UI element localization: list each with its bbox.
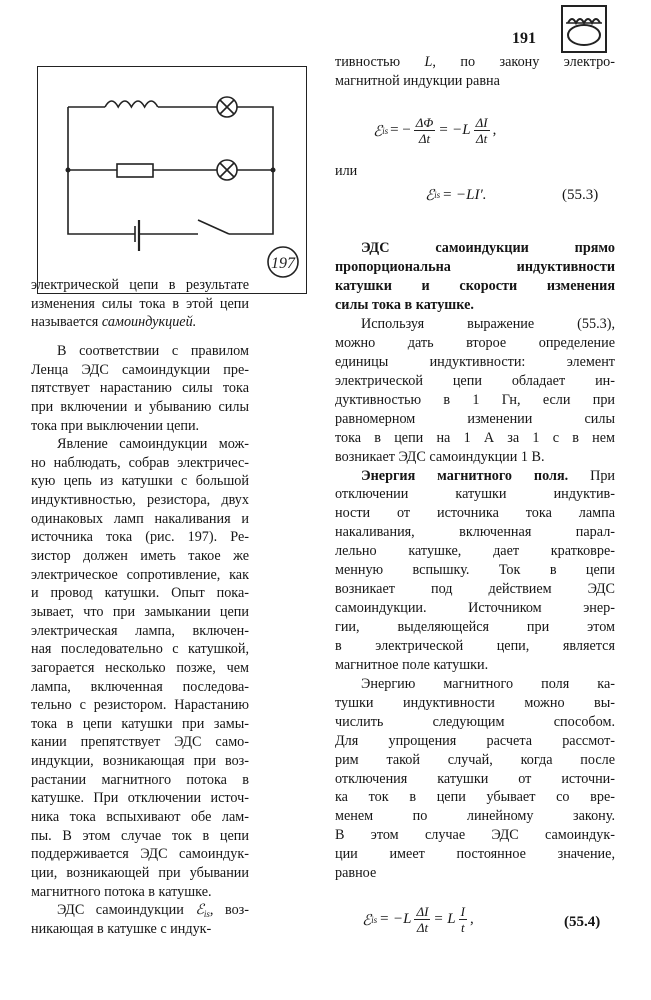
text-line bbox=[335, 53, 615, 72]
text-line bbox=[31, 454, 249, 473]
text-segment: гии, выделяющейся при этом bbox=[335, 619, 615, 635]
text-segment: индуктивностью, резистора, двух bbox=[31, 492, 249, 509]
text-line bbox=[335, 732, 615, 751]
text-line bbox=[335, 523, 615, 542]
text-line bbox=[335, 864, 615, 883]
text-segment: и провод катушки. Опыт пока- bbox=[31, 585, 249, 602]
text-segment: пропорциональна индуктивности bbox=[335, 258, 615, 275]
text-line bbox=[31, 528, 249, 547]
text-line bbox=[31, 379, 249, 398]
text-segment: рим такой случай, когда после bbox=[335, 751, 615, 768]
text-segment: при включении и убыванию силы bbox=[31, 398, 249, 415]
text-segment: тивностью bbox=[335, 54, 425, 70]
equation-number-55-4: (55.4) bbox=[564, 914, 601, 930]
chapter-logo-icon bbox=[561, 5, 607, 53]
text-segment: загорается несколько позже, чем bbox=[31, 659, 249, 676]
text-segment: можно дать второе определение bbox=[335, 334, 615, 351]
text-segment: ная последовательно с катушкой, bbox=[31, 641, 249, 658]
lamp-icon-2 bbox=[217, 160, 237, 180]
text-line bbox=[31, 398, 249, 417]
figure-circuit-diagram bbox=[37, 66, 307, 294]
right-main-text bbox=[335, 315, 615, 883]
text-segment: зывает, что при замыкании цепи bbox=[31, 603, 249, 620]
text-segment: ℰ bbox=[195, 902, 204, 919]
text-segment: кую цепь из катушки с большой bbox=[31, 473, 249, 490]
text-line bbox=[31, 313, 249, 332]
text-segment: самоиндукции. Источником энер- bbox=[335, 600, 615, 617]
switch-icon bbox=[198, 220, 229, 234]
text-segment: Энергию магнитного поля ка- bbox=[361, 675, 615, 692]
text-line bbox=[335, 788, 615, 807]
text-segment: магнитное поле катушки. bbox=[335, 656, 489, 673]
text-line bbox=[335, 334, 615, 353]
text-line bbox=[335, 580, 615, 599]
text-segment: Явление самоиндукции мож- bbox=[57, 436, 249, 453]
text-segment: катушке. При отключении источ- bbox=[31, 790, 249, 807]
text-segment: В этом случае ЭДС самоиндук- bbox=[335, 827, 615, 844]
text-line bbox=[31, 491, 249, 510]
left-main-text bbox=[31, 342, 249, 939]
text-segment: возникает ЭДС самоиндукции 1 В. bbox=[335, 448, 545, 465]
text-line bbox=[31, 603, 249, 622]
text-line bbox=[31, 827, 249, 846]
text-line bbox=[335, 315, 615, 334]
text-line bbox=[335, 448, 615, 467]
text-segment: тока в цепи на 1 А за 1 с в нем bbox=[335, 429, 615, 446]
or-label: или bbox=[335, 163, 358, 179]
resistor-icon bbox=[117, 164, 153, 177]
text-line bbox=[31, 678, 249, 697]
text-line bbox=[335, 372, 615, 391]
text-line bbox=[31, 622, 249, 641]
text-segment: Используя выражение (55.3), bbox=[361, 316, 615, 332]
text-line bbox=[31, 361, 249, 380]
text-segment: электрическая лампа, включен- bbox=[31, 622, 249, 639]
equation-number-55-3: (55.3) bbox=[562, 187, 599, 203]
text-line bbox=[335, 656, 615, 675]
text-segment: электрическое сопротивление, как bbox=[31, 566, 249, 583]
text-line bbox=[335, 391, 615, 410]
text-line bbox=[31, 435, 249, 454]
text-segment: Ленца ЭДС самоиндукции пре- bbox=[31, 361, 249, 378]
text-segment: дуктивностью в 1 Гн, если при bbox=[335, 391, 615, 408]
text-segment: При bbox=[568, 467, 615, 484]
text-line bbox=[335, 561, 615, 580]
text-segment: тока в цепи катушки при замы- bbox=[31, 715, 249, 732]
text-segment: одинаковых ламп накаливания и bbox=[31, 510, 249, 527]
text-line bbox=[31, 547, 249, 566]
text-line bbox=[31, 276, 249, 295]
text-line bbox=[31, 920, 249, 939]
text-segment: электрической цепи в результате bbox=[31, 277, 249, 293]
text-line bbox=[31, 566, 249, 585]
text-segment: ции имеет постоянное значение, bbox=[335, 846, 615, 863]
text-segment: ции, возникающей при убывании bbox=[31, 864, 249, 881]
text-line bbox=[31, 733, 249, 752]
text-segment: электрической цепи обладает ин- bbox=[335, 372, 615, 389]
battery-icon bbox=[135, 220, 139, 251]
text-line bbox=[31, 901, 249, 920]
text-line bbox=[335, 751, 615, 770]
text-segment: ЭДС самоиндукции bbox=[57, 902, 196, 919]
text-line bbox=[335, 637, 615, 656]
text-line bbox=[335, 770, 615, 789]
text-segment: индукции, возникающая при воз- bbox=[31, 753, 249, 770]
text-line bbox=[335, 694, 615, 713]
text-line bbox=[31, 417, 249, 436]
text-line bbox=[31, 864, 249, 883]
text-segment: лампа, включенная последова- bbox=[31, 678, 249, 695]
text-line bbox=[335, 504, 615, 523]
text-line bbox=[31, 883, 249, 902]
text-segment: ка ток в цепи убывает со вре- bbox=[335, 789, 615, 806]
text-line bbox=[31, 640, 249, 659]
text-segment: единицы индуктивности: элемент bbox=[335, 353, 615, 370]
formula-emf-flux: ℰ is = − $\frac{\Delta\Phi}{\Delta t}$ = −L $\frac{\Delta I}{\Delta t}$ , bbox=[373, 115, 497, 146]
right-bold-statement bbox=[335, 239, 615, 315]
text-line bbox=[31, 696, 249, 715]
text-segment: изменения силы тока в этой цепи bbox=[31, 295, 249, 312]
text-line bbox=[335, 807, 615, 826]
text-segment: лельно катушке, дает кратковре- bbox=[335, 543, 615, 560]
text-segment: тельно с резистором. Нарастанию bbox=[31, 697, 249, 714]
text-line bbox=[335, 410, 615, 429]
text-line bbox=[335, 826, 615, 845]
text-line bbox=[335, 239, 615, 258]
text-line bbox=[31, 752, 249, 771]
text-segment: растании магнитного потока в bbox=[31, 771, 249, 788]
text-line bbox=[31, 584, 249, 603]
text-line bbox=[31, 789, 249, 808]
lamp-icon-1 bbox=[217, 97, 237, 117]
text-segment: Энергия магнитного поля. bbox=[361, 467, 569, 484]
text-segment: пы. В этом случае ток в цепи bbox=[31, 827, 249, 844]
text-segment: менем по линейному закону. bbox=[335, 808, 615, 825]
text-segment: поддерживается ЭДС самоиндук- bbox=[31, 846, 249, 863]
text-segment: числить следующим способом. bbox=[335, 713, 615, 730]
text-segment: источника тока (рис. 197). Ре- bbox=[31, 529, 249, 546]
text-segment: отключения катушки от источни- bbox=[335, 770, 615, 787]
inductor-coil-icon bbox=[105, 101, 158, 107]
text-segment: менную вспышку. Ток в цепи bbox=[335, 562, 615, 579]
text-segment: , воз- bbox=[209, 902, 249, 919]
text-line bbox=[335, 485, 615, 504]
text-line bbox=[31, 295, 249, 314]
text-line bbox=[31, 659, 249, 678]
text-segment: отключении катушки индуктив- bbox=[335, 486, 615, 503]
text-segment: кании препятствует ЭДС само- bbox=[31, 734, 249, 751]
text-segment: катушки и скорости изменения bbox=[335, 277, 615, 294]
left-top-text bbox=[31, 276, 249, 332]
text-line bbox=[31, 845, 249, 864]
text-segment: накаливания, включенная парал- bbox=[335, 524, 615, 541]
text-segment: магнитного потока в катушке. bbox=[31, 883, 212, 900]
text-line bbox=[335, 353, 615, 372]
text-segment: ЭДС самоиндукции прямо bbox=[361, 240, 615, 256]
text-segment: тушки индуктивности можно вы- bbox=[335, 694, 615, 711]
text-segment: самоиндукцией. bbox=[101, 314, 197, 331]
text-line bbox=[335, 618, 615, 637]
text-line bbox=[31, 342, 249, 361]
text-line bbox=[335, 675, 615, 694]
text-segment: никающая в катушке с индук- bbox=[31, 920, 212, 937]
text-line bbox=[335, 296, 615, 315]
formula-55-4: ℰ is = −L $\frac{\Delta I}{\Delta t}$ = L $\frac{I}{t}$ , bbox=[362, 904, 474, 935]
text-segment: Для упрощения расчета рассмот- bbox=[335, 732, 615, 749]
text-segment: равное bbox=[335, 865, 377, 882]
text-line bbox=[31, 715, 249, 734]
text-segment: L bbox=[424, 54, 433, 70]
text-line bbox=[335, 599, 615, 618]
text-segment: магнитной индукции равна bbox=[335, 72, 500, 89]
text-line bbox=[335, 258, 615, 277]
text-line bbox=[31, 510, 249, 529]
figure-number: 197 bbox=[271, 255, 295, 272]
text-segment: , по закону электро- bbox=[432, 54, 615, 70]
page-number: 191 bbox=[512, 30, 536, 47]
text-line bbox=[335, 713, 615, 732]
text-segment: тока при выключении цепи. bbox=[31, 417, 200, 434]
text-segment: пятствует нарастанию силы тока bbox=[31, 380, 249, 397]
text-line bbox=[335, 467, 615, 486]
text-segment: силы тока в катушке. bbox=[335, 296, 474, 313]
text-segment: ности от источника тока лампа bbox=[335, 505, 615, 522]
text-segment: В соответствии с правилом bbox=[57, 343, 249, 359]
right-top-text bbox=[335, 53, 615, 91]
text-line bbox=[335, 72, 615, 91]
text-segment: возникает под действием ЭДС bbox=[335, 581, 615, 598]
text-segment: в электрической цепи, является bbox=[335, 637, 615, 654]
text-segment: ника тока вспыхивают обе лам- bbox=[31, 809, 249, 826]
text-line bbox=[31, 808, 249, 827]
text-line bbox=[335, 429, 615, 448]
text-line bbox=[335, 277, 615, 296]
text-segment: называется bbox=[31, 314, 102, 331]
formula-55-3: ℰ is = −LI′. bbox=[425, 186, 487, 204]
text-segment: но наблюдать, собрав электричес- bbox=[31, 454, 249, 471]
text-line bbox=[335, 845, 615, 864]
text-segment: зистор должен иметь такое же bbox=[31, 548, 249, 565]
text-line bbox=[31, 472, 249, 491]
text-line bbox=[31, 771, 249, 790]
text-segment: is bbox=[203, 909, 210, 920]
text-line bbox=[335, 542, 615, 561]
text-segment: равномерном изменении силы bbox=[335, 410, 615, 427]
wires bbox=[68, 107, 273, 234]
